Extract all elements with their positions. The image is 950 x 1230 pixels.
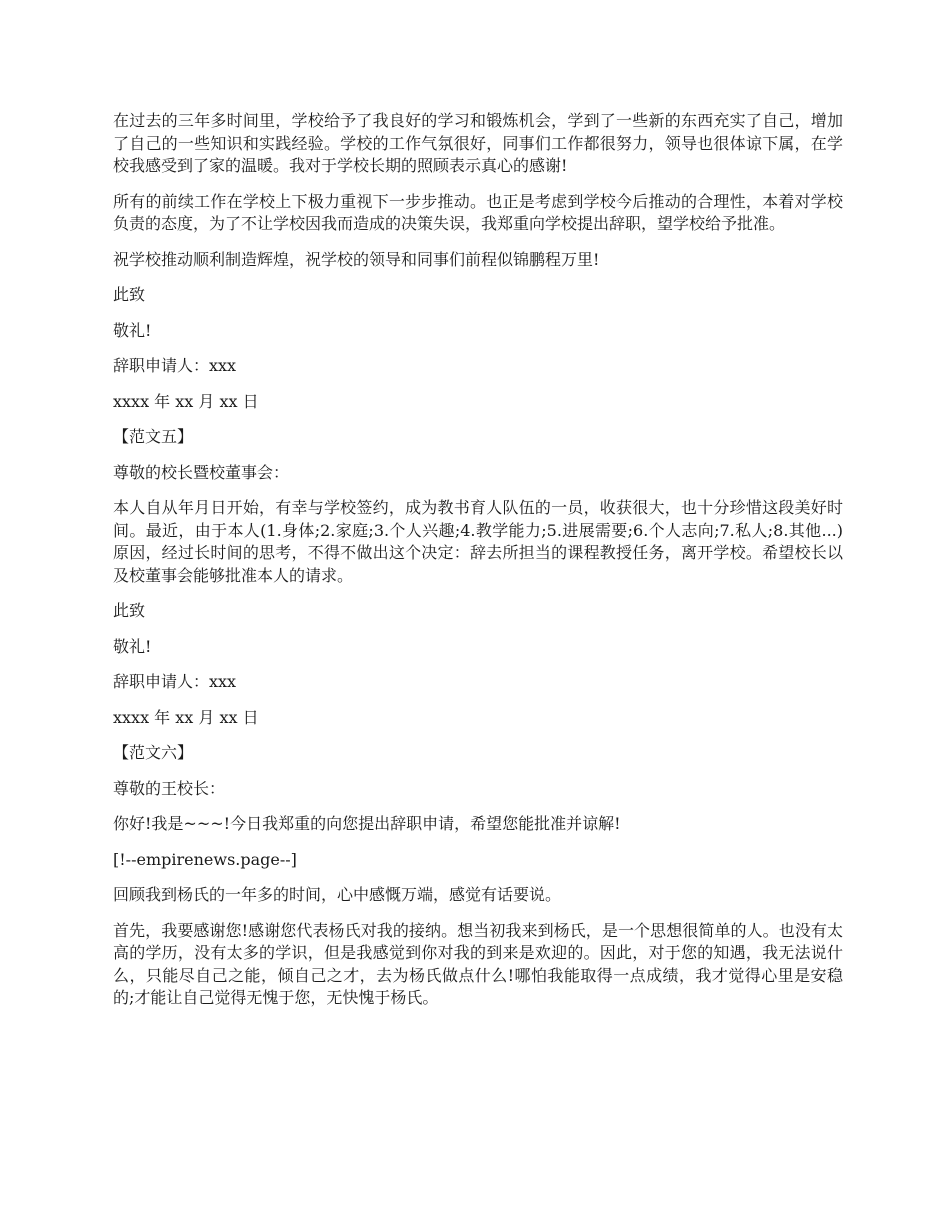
page-break-marker: [!--empirenews.page--] bbox=[113, 849, 297, 869]
paragraph-reason: 所有的前续工作在学校上下极力重视下一步步推动。也正是考虑到学校今后推动的合理性，本着对学校负责的态度，为了不让学校因我而造成的决策失误，我郑重向学校提出辞职，望学校给予批准。 bbox=[113, 191, 843, 233]
salutation-principal-wang: 尊敬的王校长： bbox=[113, 778, 226, 798]
section-heading-sample-6: 【范文六】 bbox=[113, 743, 194, 762]
paragraph-thanks: 首先，我要感谢您!感谢您代表杨氏对我的接纳。想当初我来到杨氏，是一个思想很简单的人。也没有太高的学历，没有太多的学识，但是我感觉到你对我的到来是欢迎的。因此，对于您的知遇，我无法说什么，只能尽自己之能，倾自己之才，去为杨氏做点什么!哪怕我能取得一点成绩，我才觉得心里是安稳的;才能让自己觉得无愧于您，无快愧于杨氏。 bbox=[113, 920, 843, 1007]
section-heading-sample-5: 【范文五】 bbox=[113, 427, 194, 446]
signature-applicant: 辞职申请人：xxx bbox=[113, 672, 237, 691]
paragraph-resignation-body: 本人自从年月日开始，有幸与学校签约，成为教书育人队伍的一员，收获很大，也十分珍惜这段美好时间。最近，由于本人(1.身体;2.家庭;3.个人兴趣;4.教学能力;5.进展需要;6.个人志向;7.私人;8.其他...)原因，经过长时间的思考，不得不做出这个决定：辞去所担当的课程教授任务，离开学校。希望校长以及校董事会能够批准本人的请求。 bbox=[113, 498, 843, 585]
salutation-principal-board: 尊敬的校长暨校董事会： bbox=[113, 462, 290, 482]
signature-applicant: 辞职申请人：xxx bbox=[113, 356, 237, 375]
signature-date: xxxx 年 xx 月 xx 日 bbox=[113, 707, 259, 727]
paragraph-gratitude: 在过去的三年多时间里，学校给予了我良好的学习和锻炼机会，学到了一些新的东西充实了自己，增加了自己的一些知识和实践经验。学校的工作气氛很好，同事们工作都很努力，领导也很体谅下属，在学校我感受到了家的温暖。我对于学校长期的照顾表示真心的感谢! bbox=[113, 111, 843, 175]
paragraph-greeting: 你好!我是~~~!今日我郑重的向您提出辞职申请，希望您能批准并谅解! bbox=[113, 814, 621, 833]
closing-jingli: 敬礼! bbox=[113, 636, 152, 656]
closing-cizhi: 此致 bbox=[113, 285, 146, 304]
closing-cizhi: 此致 bbox=[113, 601, 146, 620]
closing-jingli: 敬礼! bbox=[113, 320, 152, 340]
signature-date: xxxx 年 xx 月 xx 日 bbox=[113, 391, 259, 411]
paragraph-review: 回顾我到杨氏的一年多的时间，心中感慨万端，感觉有话要说。 bbox=[113, 885, 562, 904]
paragraph-wishes: 祝学校推动顺利制造辉煌，祝学校的领导和同事们前程似锦鹏程万里! bbox=[113, 249, 600, 269]
document-body bbox=[113, 110, 843, 1023]
